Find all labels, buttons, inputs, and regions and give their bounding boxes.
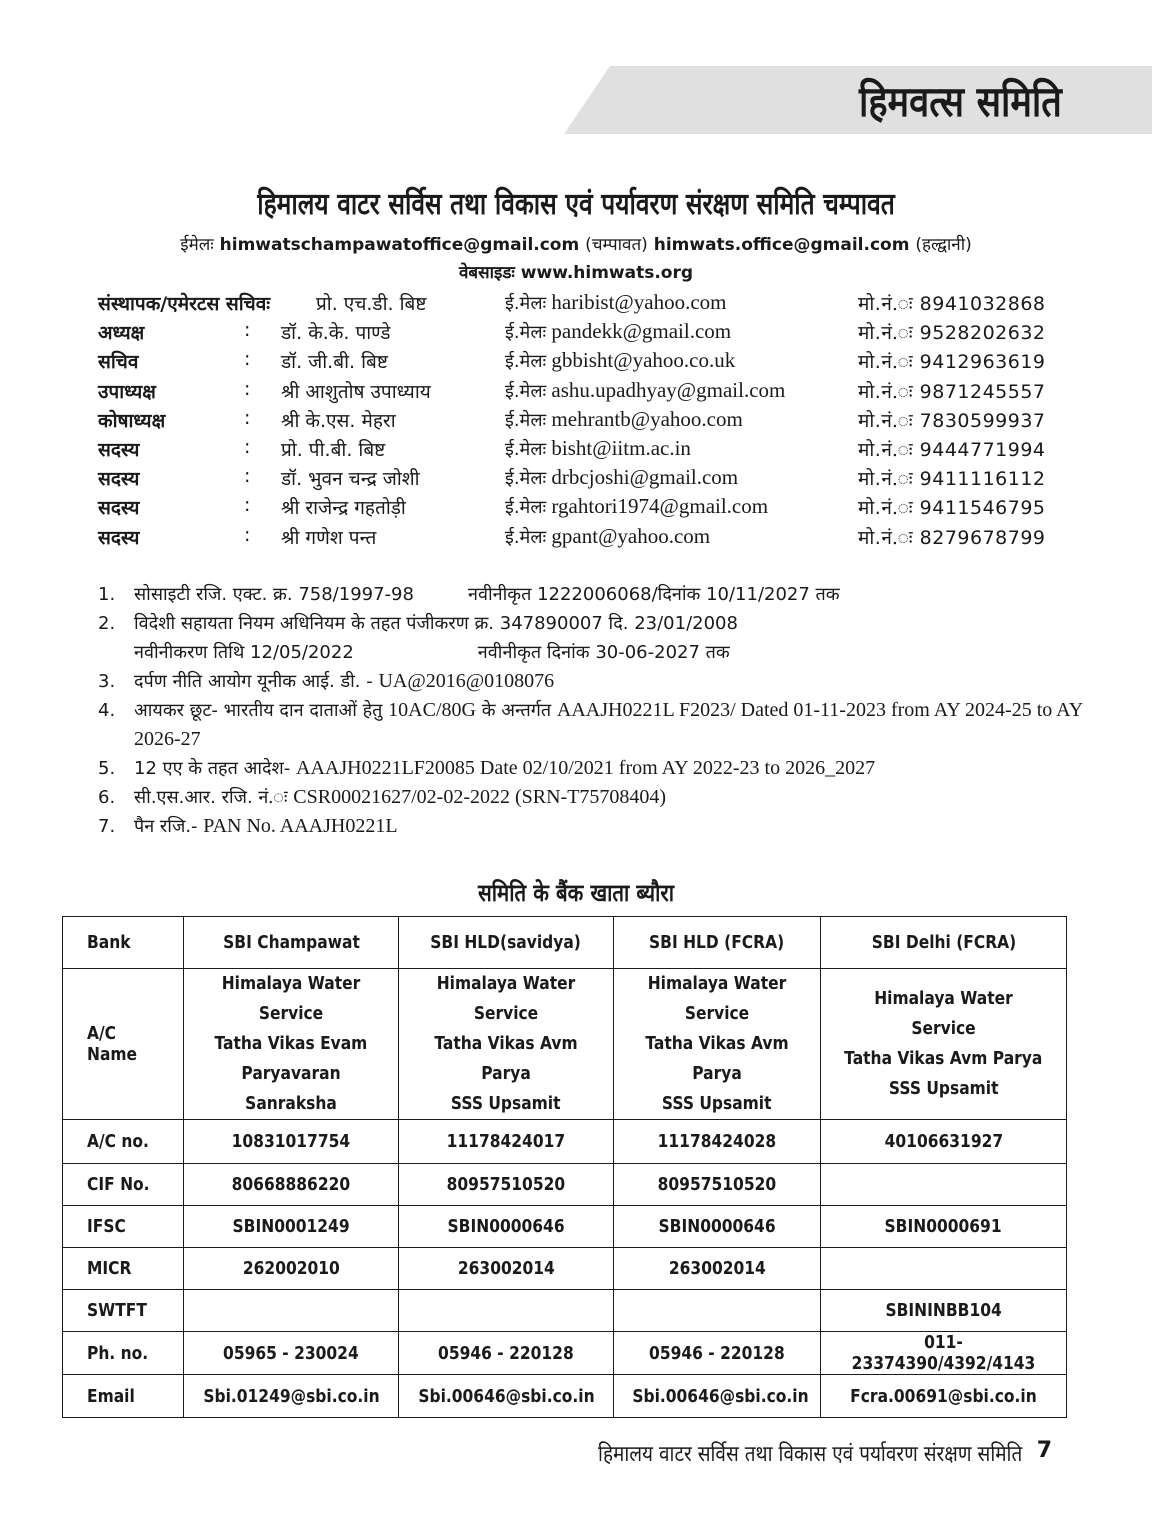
member-email-value[interactable]: bisht@iitm.ac.in bbox=[551, 435, 691, 460]
member-email[interactable] bbox=[505, 290, 726, 315]
table-cell bbox=[184, 1248, 399, 1290]
cell-line: SSS Upsamit bbox=[451, 1093, 561, 1114]
note-3 bbox=[98, 667, 1088, 696]
table-cell bbox=[399, 1290, 614, 1332]
note-number: 4. bbox=[98, 700, 116, 721]
member-row bbox=[98, 346, 1058, 375]
note-text: 12 एए के तहत आदेश- bbox=[134, 758, 291, 779]
cell-text: 80957510520 bbox=[657, 1174, 777, 1195]
table-cell bbox=[399, 1332, 614, 1375]
member-row bbox=[98, 376, 1058, 405]
note-4 bbox=[98, 696, 1088, 754]
table-cell bbox=[821, 1375, 1067, 1418]
note-2 bbox=[98, 609, 1088, 667]
member-role: संस्थापक/एमेरटस सचिवः bbox=[98, 293, 271, 315]
member-phone bbox=[858, 378, 1046, 404]
member-name: डॉ. जी.बी. बिष्ट bbox=[281, 351, 388, 374]
note-text: आयकर छूट- भारतीय दान दाताओं हेतु bbox=[134, 700, 383, 721]
member-email-label: ई.मेलः bbox=[505, 468, 547, 490]
bank-table bbox=[62, 916, 1067, 1418]
note-text: AAAJH0221LF20085 Date 02/10/2021 from AY 2022-23 to 2026_2027 bbox=[296, 757, 876, 779]
table-cell bbox=[184, 969, 399, 1120]
note-text: नवीनीकरण तिथि 12/05/2022 bbox=[134, 642, 354, 663]
page-number: 7 bbox=[1036, 1438, 1052, 1463]
cell-line: Tatha Vikas Avm Parya bbox=[434, 1033, 578, 1084]
cell-line: Himalaya Water Service bbox=[221, 973, 361, 1024]
member-colon: : bbox=[244, 348, 251, 371]
member-row bbox=[98, 463, 1058, 492]
table-row bbox=[63, 1164, 1067, 1206]
member-email-value[interactable]: drbcjoshi@gmail.com bbox=[551, 465, 739, 490]
row-label bbox=[63, 1375, 184, 1418]
table-cell bbox=[184, 1375, 399, 1418]
table-cell bbox=[821, 1164, 1067, 1206]
note-1 bbox=[98, 580, 1088, 609]
table-cell bbox=[184, 1164, 399, 1206]
table-row bbox=[63, 917, 1067, 969]
table-cell bbox=[614, 1375, 821, 1418]
member-email-label: ई.मेलः bbox=[505, 380, 547, 402]
member-phone bbox=[858, 524, 1046, 550]
row-label-text: CIF No. bbox=[87, 1174, 150, 1195]
cell-line: Himalaya Water Service bbox=[874, 988, 1013, 1039]
member-phone bbox=[858, 436, 1046, 462]
table-cell bbox=[821, 1120, 1067, 1164]
note-text: PAN No. AAAJH0221L bbox=[203, 815, 398, 837]
cell-line: SSS Upsamit bbox=[888, 1078, 999, 1099]
member-phone-label: मो.नं.ः bbox=[858, 438, 914, 461]
row-label-text: Bank bbox=[87, 932, 131, 953]
note-text: नवीनीकृत 1222006068/दिनांक 10/11/2027 तक bbox=[467, 584, 840, 605]
member-phone-label: मो.नं.ः bbox=[858, 322, 914, 345]
member-phone bbox=[858, 407, 1046, 433]
member-email-label: ई.मेलः bbox=[505, 438, 547, 460]
member-phone-value: 9411546795 bbox=[919, 497, 1046, 520]
table-row bbox=[63, 1332, 1067, 1375]
cell-text: 80668886220 bbox=[231, 1174, 351, 1195]
row-label bbox=[63, 1332, 184, 1375]
table-cell bbox=[184, 1332, 399, 1375]
member-email-label: ई.मेलः bbox=[505, 497, 547, 519]
email-label: ईमेलः bbox=[180, 235, 214, 255]
row-label bbox=[63, 1120, 184, 1164]
member-name: श्री गणेश पन्त bbox=[281, 526, 377, 549]
table-cell bbox=[399, 1248, 614, 1290]
row-label-text: Email bbox=[87, 1385, 135, 1407]
banner-title: हिमवत्स समिति bbox=[859, 77, 1062, 126]
row-label bbox=[63, 1206, 184, 1248]
table-cell bbox=[399, 1164, 614, 1206]
member-phone bbox=[858, 290, 1046, 316]
member-role: कोषाध्यक्ष bbox=[98, 409, 166, 432]
cell-text[interactable]: Fcra.00691@sbi.co.in bbox=[850, 1385, 1037, 1407]
member-email[interactable] bbox=[505, 407, 743, 432]
member-email[interactable] bbox=[505, 494, 768, 519]
cell-text: 40106631927 bbox=[884, 1131, 1003, 1152]
cell-line: Himalaya Water Service bbox=[647, 973, 787, 1024]
member-role: सदस्य bbox=[98, 497, 140, 520]
member-phone-value: 8279678799 bbox=[919, 526, 1046, 549]
member-phone-label: मो.नं.ः bbox=[858, 526, 914, 549]
member-email[interactable] bbox=[505, 436, 691, 461]
table-cell bbox=[399, 1206, 614, 1248]
table-cell bbox=[614, 1206, 821, 1248]
cell-text: 05946 - 220128 bbox=[438, 1342, 574, 1364]
member-colon: : bbox=[244, 435, 251, 458]
cell-text: 262002010 bbox=[242, 1258, 340, 1279]
member-name: डॉ. के.के. पाण्डे bbox=[281, 322, 391, 345]
member-name: श्री आशुतोष उपाध्याय bbox=[281, 380, 431, 403]
table-cell bbox=[184, 917, 399, 969]
note-number: 6. bbox=[98, 787, 116, 808]
note-6 bbox=[98, 783, 1088, 812]
member-email[interactable] bbox=[505, 465, 738, 490]
member-row bbox=[98, 317, 1058, 346]
member-email-label: ई.मेलः bbox=[505, 293, 547, 314]
member-role: अध्यक्ष bbox=[98, 322, 145, 345]
table-row bbox=[63, 1290, 1067, 1332]
member-row bbox=[98, 405, 1058, 434]
contact-website bbox=[0, 260, 1152, 283]
member-colon: : bbox=[244, 319, 251, 342]
table-cell bbox=[399, 1120, 614, 1164]
member-phone bbox=[858, 465, 1046, 491]
row-label bbox=[63, 917, 184, 969]
member-email-label: ई.मेलः bbox=[505, 409, 547, 431]
member-name: प्रो. पी.बी. बिष्ट bbox=[281, 438, 386, 461]
cell-line: SSS Upsamit bbox=[662, 1093, 772, 1114]
table-cell bbox=[184, 1290, 399, 1332]
table-cell bbox=[821, 969, 1067, 1120]
email-champawat-place: (चम्पावत) bbox=[585, 235, 648, 255]
member-email-value[interactable]: ashu.upadhyay@gmail.com bbox=[551, 377, 786, 402]
cell-line: Paryavaran Sanraksha bbox=[241, 1063, 341, 1114]
cell-line: Tatha Vikas Avm Parya bbox=[645, 1033, 789, 1084]
note-text: सोसाइटी रजि. एक्ट. क्र. 758/1997-98 bbox=[134, 584, 414, 605]
table-cell bbox=[821, 1290, 1067, 1332]
table-cell bbox=[821, 917, 1067, 969]
member-phone-value: 9412963619 bbox=[919, 351, 1046, 374]
member-phone-label: मो.नं.ः bbox=[858, 468, 914, 491]
member-phone bbox=[858, 319, 1046, 345]
table-cell bbox=[614, 969, 821, 1120]
cell-line: Himalaya Water Service bbox=[436, 973, 576, 1024]
table-cell bbox=[821, 1332, 1067, 1375]
cell-text: SBIN0001249 bbox=[232, 1216, 350, 1237]
cell-text: 05946 - 220128 bbox=[649, 1342, 785, 1364]
note-text: UA@2016@0108076 bbox=[378, 670, 555, 692]
note-number: 2. bbox=[98, 613, 116, 634]
cell-text: SBIN0000646 bbox=[658, 1216, 776, 1237]
row-label-text: Ph. no. bbox=[87, 1342, 149, 1364]
note-text: दर्पण नीति आयोग यूनीक आई. डी. - bbox=[134, 671, 373, 692]
member-colon: : bbox=[244, 523, 251, 546]
member-role: सदस्य bbox=[98, 468, 140, 491]
table-cell bbox=[399, 917, 614, 969]
cell-text[interactable]: Sbi.00646@sbi.co.in bbox=[632, 1385, 809, 1407]
member-name: श्री के.एस. मेहरा bbox=[281, 409, 396, 432]
member-phone-value: 9528202632 bbox=[919, 322, 1046, 345]
member-email-value[interactable]: gbbisht@yahoo.co.uk bbox=[551, 348, 736, 373]
note-number: 7. bbox=[98, 816, 116, 837]
table-cell bbox=[614, 1248, 821, 1290]
cell-text: SBI HLD(savidya) bbox=[430, 932, 582, 953]
cell-text: 263002014 bbox=[668, 1258, 766, 1279]
member-name: श्री राजेन्द्र गहतोड़ी bbox=[281, 497, 406, 520]
member-phone-label: मो.नं.ः bbox=[858, 497, 914, 520]
note-text: के अन्तर्गत bbox=[481, 700, 552, 721]
table-cell bbox=[614, 1332, 821, 1375]
member-email-value[interactable]: rgahtori1974@gmail.com bbox=[551, 494, 769, 519]
table-row bbox=[63, 1248, 1067, 1290]
member-colon: : bbox=[244, 465, 251, 488]
cell-text: SBIN0000646 bbox=[447, 1216, 565, 1237]
member-colon: : bbox=[244, 377, 251, 400]
table-row bbox=[63, 1120, 1067, 1164]
note-text: पैन रजि.- bbox=[134, 816, 198, 837]
note-number: 5. bbox=[98, 758, 116, 779]
member-row bbox=[98, 522, 1058, 551]
member-email[interactable] bbox=[505, 319, 731, 344]
note-text: विदेशी सहायता नियम अधिनियम के तहत पंजीकरण क्र. 347890007 दि. 23/01/2008 bbox=[134, 613, 738, 634]
member-phone-label: मो.नं.ः bbox=[858, 409, 914, 432]
row-label-text: MICR bbox=[87, 1258, 132, 1279]
website-label: वेबसाइडः bbox=[458, 263, 515, 283]
cell-text: 10831017754 bbox=[231, 1131, 351, 1152]
row-label bbox=[63, 1290, 184, 1332]
member-row bbox=[98, 492, 1058, 521]
row-label-text: A/C no. bbox=[87, 1131, 149, 1152]
email-haldwani[interactable]: himwats.office@gmail.com bbox=[653, 235, 910, 255]
table-cell bbox=[614, 917, 821, 969]
member-email[interactable] bbox=[505, 524, 710, 549]
member-name: प्रो. एच.डी. बिष्ट bbox=[316, 293, 427, 315]
member-phone-label: मो.नं.ः bbox=[858, 293, 914, 315]
footer-text: हिमालय वाटर सर्विस तथा विकास एवं पर्यावरण संरक्षण समिति bbox=[597, 1442, 1022, 1467]
table-row bbox=[63, 969, 1067, 1120]
member-email-label: ई.मेलः bbox=[505, 351, 547, 373]
page-title: हिमालय वाटर सर्विस तथा विकास एवं पर्यावरण संरक्षण समिति चम्पावत bbox=[257, 187, 895, 222]
member-row bbox=[98, 288, 1058, 317]
cell-text: SBI HLD (FCRA) bbox=[649, 932, 785, 953]
row-label bbox=[63, 1248, 184, 1290]
cell-text[interactable]: Sbi.01249@sbi.co.in bbox=[202, 1385, 380, 1407]
member-colon: : bbox=[244, 494, 251, 517]
contact-emails bbox=[0, 232, 1152, 255]
table-row bbox=[63, 1375, 1067, 1418]
member-phone-value: 9444771994 bbox=[919, 438, 1046, 461]
note-text: सी.एस.आर. रजि. नं.ः bbox=[134, 787, 288, 808]
cell-text: 263002014 bbox=[457, 1258, 555, 1279]
member-role: उपाध्यक्ष bbox=[98, 380, 156, 403]
table-cell bbox=[821, 1248, 1067, 1290]
member-email-label: ई.मेलः bbox=[505, 526, 547, 548]
member-email-value[interactable]: gpant@yahoo.com bbox=[551, 523, 711, 548]
row-label-text: SWTFT bbox=[87, 1300, 147, 1321]
member-email[interactable] bbox=[505, 348, 735, 373]
bank-heading: समिति के बैंक खाता ब्यौरा bbox=[477, 879, 675, 907]
table-cell bbox=[614, 1120, 821, 1164]
member-email-value[interactable]: haribist@yahoo.com bbox=[551, 290, 727, 314]
member-phone-value: 9411116112 bbox=[919, 468, 1046, 491]
member-phone bbox=[858, 494, 1046, 520]
member-colon: : bbox=[244, 406, 251, 429]
note-number: 1. bbox=[98, 584, 116, 605]
member-phone bbox=[858, 348, 1046, 374]
row-label-text: IFSC bbox=[87, 1216, 126, 1237]
cell-text: 05965 - 230024 bbox=[223, 1342, 359, 1364]
note-text: AAAJH0221L F2023/ Dated 01-11-2023 from AY 2024-25 to AY 2026-27 bbox=[134, 699, 1083, 750]
email-haldwani-place: (हल्द्वानी) bbox=[915, 235, 972, 255]
member-row bbox=[98, 434, 1058, 463]
member-email-value[interactable]: pandekk@gmail.com bbox=[551, 319, 732, 344]
cell-line: Tatha Vikas Avm Parya bbox=[844, 1048, 1043, 1069]
cell-text: SBI Champawat bbox=[222, 932, 360, 953]
email-champawat[interactable]: himwatschampawatoffice@gmail.com bbox=[219, 235, 580, 255]
note-5 bbox=[98, 754, 1088, 783]
table-cell bbox=[614, 1290, 821, 1332]
note-7 bbox=[98, 812, 1088, 841]
table-cell bbox=[399, 969, 614, 1120]
cell-text: SBI Delhi (FCRA) bbox=[871, 932, 1016, 953]
note-text: 10AC/80G bbox=[388, 699, 476, 721]
member-phone-value: 7830599937 bbox=[919, 409, 1046, 432]
member-phone-value: 9871245557 bbox=[919, 380, 1046, 403]
website-link[interactable]: www.himwats.org bbox=[520, 263, 694, 283]
member-phone-label: मो.नं.ः bbox=[858, 351, 914, 374]
member-name: डॉ. भुवन चन्द्र जोशी bbox=[281, 468, 420, 491]
member-email-value[interactable]: mehrantb@yahoo.com bbox=[551, 406, 743, 431]
registration-notes bbox=[98, 580, 1088, 841]
cell-line: Tatha Vikas Evam bbox=[214, 1033, 368, 1054]
table-cell bbox=[614, 1164, 821, 1206]
note-text: CSR00021627/02-02-2022 (SRN-T75708404) bbox=[293, 786, 667, 808]
table-row bbox=[63, 1206, 1067, 1248]
table-cell bbox=[184, 1206, 399, 1248]
member-role: सदस्य bbox=[98, 526, 140, 549]
member-email[interactable] bbox=[505, 378, 785, 403]
table-cell bbox=[821, 1206, 1067, 1248]
note-text: नवीनीकृत दिनांक 30-06-2027 तक bbox=[477, 642, 730, 663]
cell-text: SBININBB104 bbox=[885, 1300, 1002, 1321]
member-email-label: ई.मेलः bbox=[505, 322, 547, 344]
table-cell bbox=[184, 1120, 399, 1164]
member-role: सदस्य bbox=[98, 438, 140, 461]
cell-text: 11178424017 bbox=[446, 1131, 566, 1152]
row-label bbox=[63, 969, 184, 1120]
member-role: सचिव bbox=[98, 351, 139, 374]
cell-text: 011-23374390/4392/4143 bbox=[851, 1332, 1036, 1374]
cell-text[interactable]: Sbi.00646@sbi.co.in bbox=[417, 1385, 595, 1407]
row-label-text: A/C Name bbox=[87, 1023, 138, 1065]
note-number: 3. bbox=[98, 671, 116, 692]
cell-text: 11178424028 bbox=[657, 1131, 777, 1152]
cell-text: 80957510520 bbox=[446, 1174, 566, 1195]
row-label bbox=[63, 1164, 184, 1206]
table-cell bbox=[399, 1375, 614, 1418]
member-phone-label: मो.नं.ः bbox=[858, 380, 914, 403]
member-phone-value: 8941032868 bbox=[919, 293, 1046, 315]
cell-text: SBIN0000691 bbox=[884, 1216, 1003, 1237]
members-list bbox=[98, 288, 1058, 551]
